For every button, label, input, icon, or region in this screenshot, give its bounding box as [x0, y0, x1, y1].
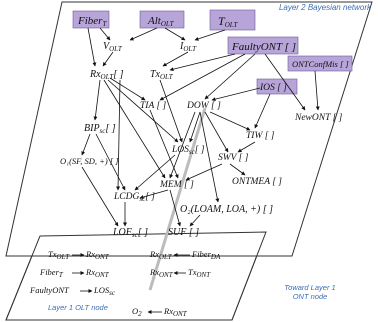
toward-layer-1-label: Toward Layer 1	[284, 283, 336, 292]
l1-rx-ont-3: $Rx_{ONT}$	[150, 267, 173, 279]
node-o2: O₂(LOAM, LOA, +) [ ]	[180, 204, 274, 215]
l1-rx-ont-4: $Rx_{ONT}$	[164, 306, 187, 318]
l1-faultyont: FaultyONT	[30, 285, 69, 295]
node-ontconfmis: ONTConfMis [ ]	[292, 59, 349, 69]
node-o1: O₁(SF, SD, +) [ ]	[60, 156, 119, 166]
node-rx-olt: $Rx_{OLT}$[ ]	[90, 69, 124, 81]
l1-fiber-t: Fiber$_T$	[40, 267, 63, 279]
node-ontmea: ONTMEA [ ]	[232, 177, 282, 187]
l1-rx-ont-1: $Rx_{ONT}$	[86, 249, 109, 261]
node-tx-olt: $Tx_{OLT}$	[150, 69, 173, 81]
node-v-olt: $V_{OLT}$	[103, 41, 122, 53]
node-tc-olt: TOLT	[218, 14, 238, 29]
node-alt-olt: AltOLT	[148, 15, 174, 28]
node-lof: $LOF_{sc}$[ ]	[113, 227, 149, 239]
node-suf: SUF [ ]	[168, 227, 200, 238]
node-lcdg: $LCDG_{sc}$[ ]	[114, 192, 155, 203]
l1-los-sc: $LOS_{sc}$	[94, 285, 115, 297]
node-newont: NewONT [ ]	[295, 113, 343, 123]
l1-rx-ont-2: $Rx_{ONT}$	[86, 267, 109, 279]
node-los-sc: $LOS_{sc}$[ ]	[172, 145, 205, 156]
node-ios: IOS [ ]	[260, 83, 287, 93]
l1-o2: $O_2$	[132, 306, 142, 318]
layer-2-label: Layer 2 Bayesian network	[278, 3, 371, 12]
l1-tx-ont: $Tx_{ONT}$	[188, 267, 211, 279]
node-fiber-t: FiberT	[78, 15, 107, 28]
ont-node-label: ONT node	[292, 292, 328, 301]
node-faultyont: FaultyONT [ ]	[232, 41, 296, 53]
node-mem: MEM [ ]	[160, 180, 194, 190]
node-tia: TIA [ ]	[140, 101, 167, 111]
layer-1-label: Layer 1 OLT node	[48, 303, 108, 312]
node-i-olt: $I_{OLT}$	[180, 41, 197, 53]
l1-tx-olt: $Tx_{OLT}$	[48, 249, 70, 261]
node-swv: SWV [ ]	[218, 153, 249, 163]
node-bip: $BIP_{sc}$[ ]	[84, 123, 116, 135]
l1-fiber-da: Fiber$_{DA}$	[192, 249, 221, 261]
node-dow: DOW [ ]	[187, 101, 221, 111]
node-tiw: TIW [ ]	[246, 131, 275, 141]
l1-rx-olt: $Rx_{OLT}$	[150, 249, 172, 261]
layer-2-plane	[6, 2, 372, 256]
